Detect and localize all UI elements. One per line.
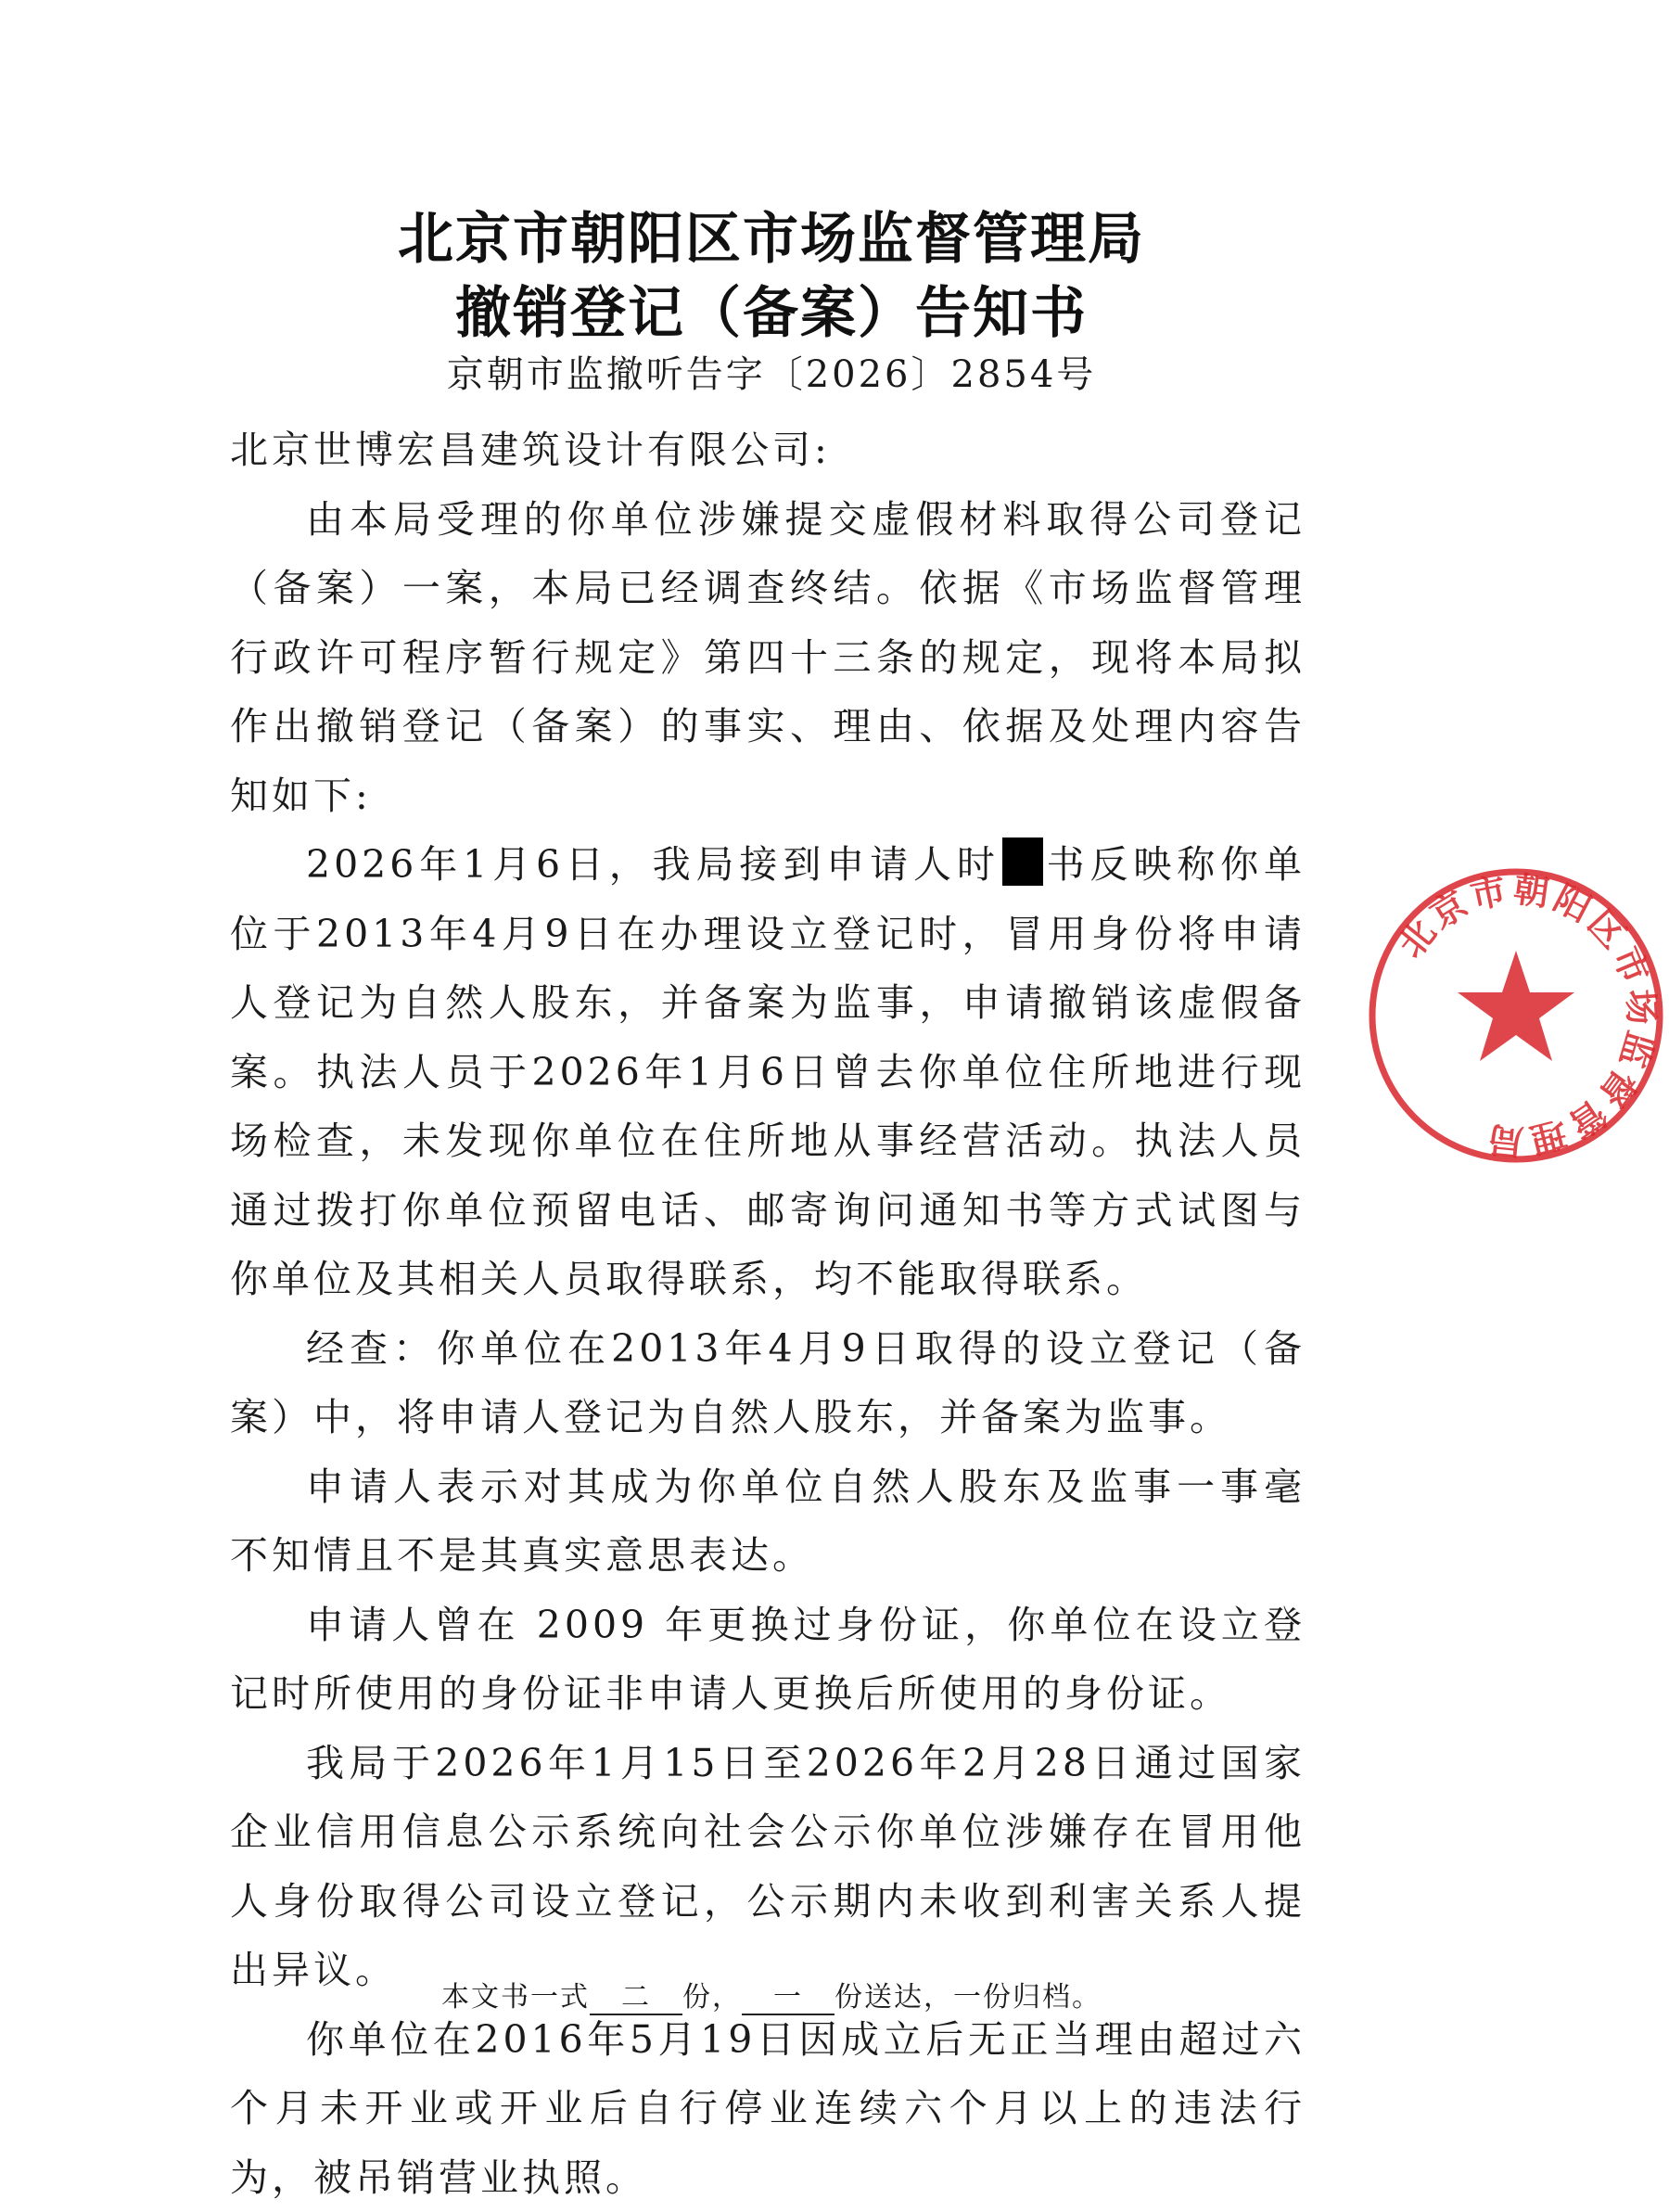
fact-text-before-redaction: 2026年1月6日，我局接到申请人时 xyxy=(306,842,1000,887)
copies-footer xyxy=(0,1974,1543,2015)
copies-served-blank: 一 xyxy=(742,1982,834,2015)
finding-paragraph: 经查：你单位在2013年4月9日取得的设立登记（备案）中，将申请人登记为自然人股东，并备案为监事。 xyxy=(230,1314,1306,1452)
applicant-statement-paragraph: 申请人表示对其成为你单位自然人股东及监事一事毫不知情且不是其真实意思表达。 xyxy=(230,1452,1306,1591)
fact-text-after-redaction: 书反映称你单位于2013年4月9日在办理设立登记时，冒用身份将申请人登记为自然人股东，并备案为监事，申请撤销该虚假备案。执法人员于2026年1月6日曾去你单位住所地进行现场检查，未发现你单位在住所地从事经营活动。执法人员通过拨打你单位预留电话、邮寄询问通知书等方式试图与你单位及其相关人员取得联系，均不能取得联系。 xyxy=(230,842,1306,1301)
title-issuing-authority: 北京市朝阳区市场监督管理局 xyxy=(0,195,1543,275)
svg-text:北京市朝阳区市场监督管理局: 北京市朝阳区市场监督管理局 xyxy=(1390,869,1663,1163)
footer-suffix: 份送达，一份归档。 xyxy=(834,1981,1102,2014)
notice-body xyxy=(230,416,1306,2212)
footer-prefix: 本文书一式 xyxy=(441,1981,590,2014)
seal-ring xyxy=(1372,872,1660,1159)
footer-middle: 份， xyxy=(682,1981,742,2014)
seal-star-icon xyxy=(1458,951,1574,1061)
title-document-type: 撤销登记（备案）告知书 xyxy=(0,269,1543,349)
public-notice-paragraph: 我局于2026年1月15日至2026年2月28日通过国家企业信用信息公示系统向社会公示你单位涉嫌存在冒用他人身份取得公司设立登记，公示期内未收到利害关系人提出异议。 xyxy=(230,1729,1306,2005)
license-revoked-paragraph: 你单位在2016年5月19日因成立后无正当理由超过六个月未开业或开业后自行停业连续六个月以上的违法行为，被吊销营业执照。 xyxy=(230,2005,1306,2212)
fact-paragraph xyxy=(230,830,1306,1314)
official-seal xyxy=(1363,863,1669,1169)
intro-paragraph: 由本局受理的你单位涉嫌提交虚假材料取得公司登记（备案）一案，本局已经调查终结。依据《市场监督管理行政许可程序暂行规定》第四十三条的规定，现将本局拟作出撤销登记（备案）的事实、理由、依据及处理内容告知如下: xyxy=(230,485,1306,831)
copies-total-blank: 二 xyxy=(590,1982,682,2015)
id-change-paragraph: 申请人曾在 2009 年更换过身份证，你单位在设立登记时所使用的身份证非申请人更换后所使用的身份证。 xyxy=(230,1591,1306,1729)
document-number: 京朝市监撤听告字〔2026〕2854号 xyxy=(0,345,1543,398)
redaction-block xyxy=(1002,837,1043,886)
addressee: 北京世博宏昌建筑设计有限公司: xyxy=(230,416,1306,485)
